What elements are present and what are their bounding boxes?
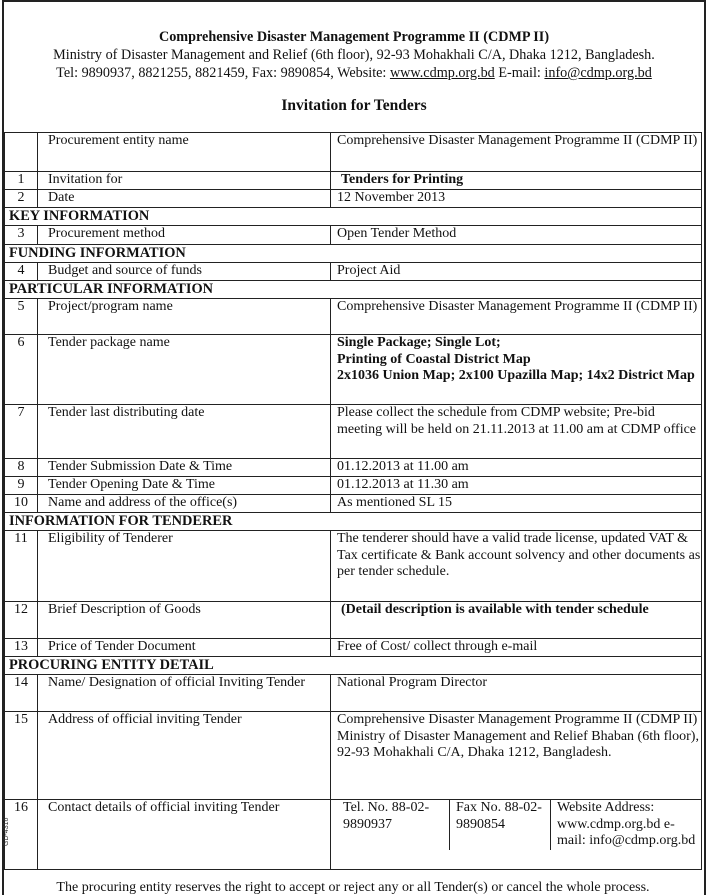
- sl-cell: 5: [5, 299, 38, 335]
- value-cell: [331, 800, 702, 870]
- table-row: [5, 299, 702, 335]
- table-row: [5, 675, 702, 712]
- sl-cell: 16: [5, 800, 38, 870]
- table-row: [5, 335, 702, 405]
- desc-cell: Price of Tender Document: [38, 639, 331, 657]
- package-line: 2x1036 Union Map; 2x100 Upazilla Map; 14x2 District Map: [337, 368, 695, 383]
- desc-cell: Name and address of the office(s): [38, 495, 331, 513]
- sl-cell: 15: [5, 712, 38, 800]
- desc-cell: Invitation for: [38, 172, 331, 190]
- sl-cell: [5, 133, 38, 172]
- value-cell: As mentioned SL 15: [331, 495, 702, 513]
- value-cell: Please collect the schedule from CDMP website; Pre-bid meeting will be held on 21.11.2013 at 11.00 am at CDMP office: [331, 405, 702, 459]
- section-row: [5, 208, 702, 226]
- desc-cell: Contact details of official inviting Tender: [38, 800, 331, 870]
- website-link[interactable]: www.cdmp.org.bd: [389, 65, 495, 81]
- desc-cell: Project/program name: [38, 299, 331, 335]
- desc-cell: Name/ Designation of official Inviting Tender: [38, 675, 331, 712]
- page-title: Invitation for Tenders: [281, 97, 427, 114]
- fax-cell: [450, 800, 551, 850]
- value-cell: National Program Director: [331, 675, 702, 712]
- desc-cell: Tender Opening Date & Time: [38, 477, 331, 495]
- section-row: [5, 281, 702, 299]
- contact-numbers: Tel: 9890937, 8821255, 8821459, Fax: 9890854, Website:: [56, 65, 390, 81]
- contact-details: [331, 800, 701, 850]
- sl-cell: 1: [5, 172, 38, 190]
- table-row: [5, 495, 702, 513]
- sl-cell: 11: [5, 531, 38, 602]
- table-row: [5, 602, 702, 639]
- table-row: [5, 133, 702, 172]
- email-link[interactable]: info@cdmp.org.bd: [544, 65, 652, 81]
- sl-cell: 3: [5, 226, 38, 245]
- sl-cell: 10: [5, 495, 38, 513]
- section-heading: PARTICULAR INFORMATION: [5, 281, 702, 299]
- desc-cell: Tender package name: [38, 335, 331, 405]
- section-row: [5, 513, 702, 531]
- table-row: [5, 226, 702, 245]
- value-cell: Tenders for Printing: [331, 172, 702, 190]
- web-cell: [551, 800, 702, 850]
- ad-code-stamp: GD-4316: [3, 817, 10, 846]
- value-cell: 01.12.2013 at 11.00 am: [331, 459, 702, 477]
- section-heading: INFORMATION FOR TENDERER: [5, 513, 702, 531]
- table-row: [5, 190, 702, 208]
- footer-note: The procuring entity reserves the right to accept or reject any or all Tender(s) or cancel the whole process.: [56, 880, 650, 895]
- value-cell: Free of Cost/ collect through e-mail: [331, 639, 702, 657]
- web-email: Website Address: www.cdmp.org.bd e-mail: info@cdmp.org.bd: [557, 800, 696, 848]
- desc-cell: Tender Submission Date & Time: [38, 459, 331, 477]
- value-cell: 01.12.2013 at 11.30 am: [331, 477, 702, 495]
- sl-cell: 14: [5, 675, 38, 712]
- table-row: [5, 712, 702, 800]
- table-row: [5, 459, 702, 477]
- org-contact: [4, 64, 704, 82]
- sl-cell: 13: [5, 639, 38, 657]
- table-row: [5, 639, 702, 657]
- sl-cell: 7: [5, 405, 38, 459]
- section-row: [5, 245, 702, 263]
- package-line: Single Package; Single Lot;: [337, 335, 501, 350]
- value-cell: (Detail description is available with tender schedule: [331, 602, 702, 639]
- table-row: [5, 263, 702, 281]
- sl-cell: 2: [5, 190, 38, 208]
- value-cell: [331, 335, 702, 405]
- desc-cell: Budget and source of funds: [38, 263, 331, 281]
- sl-cell: 8: [5, 459, 38, 477]
- package-line: Printing of Coastal District Map: [337, 351, 531, 367]
- table-row: [5, 800, 702, 870]
- value-cell: Project Aid: [331, 263, 702, 281]
- value-cell: Comprehensive Disaster Management Programme II (CDMP II): [331, 299, 702, 335]
- address-line: Ministry of Disaster Management and Relief Bhaban (6th floor), 92-93 Mohakhali C/A, Dhaka 1212, Bangladesh.: [337, 728, 699, 760]
- value-cell: 12 November 2013: [331, 190, 702, 208]
- table-row: [5, 531, 702, 602]
- section-heading: FUNDING INFORMATION: [5, 245, 702, 263]
- tel-cell: [331, 800, 450, 850]
- value-cell: Comprehensive Disaster Management Programme II (CDMP II): [331, 133, 702, 172]
- org-address: Ministry of Disaster Management and Relief (6th floor), 92-93 Mohakhali C/A, Dhaka 1212, Bangladesh.: [53, 47, 655, 63]
- sl-cell: 9: [5, 477, 38, 495]
- section-heading: PROCURING ENTITY DETAIL: [5, 657, 702, 675]
- desc-cell: Procurement entity name: [38, 133, 331, 172]
- desc-cell: Brief Description of Goods: [38, 602, 331, 639]
- section-heading: KEY INFORMATION: [5, 208, 702, 226]
- sl-cell: 12: [5, 602, 38, 639]
- value-cell: The tenderer should have a valid trade license, updated VAT & Tax certificate & Bank account solvency and other documents as per tender schedule.: [331, 531, 702, 602]
- sl-cell: 4: [5, 263, 38, 281]
- tel-number: Tel. No. 88-02-9890937: [343, 800, 430, 832]
- value-cell: [331, 712, 702, 800]
- section-row: [5, 657, 702, 675]
- sl-cell: 6: [5, 335, 38, 405]
- table-row: [5, 405, 702, 459]
- table-row: [5, 477, 702, 495]
- header: [4, 2, 704, 82]
- email-label: E-mail:: [494, 65, 545, 81]
- desc-cell: Procurement method: [38, 226, 331, 245]
- value-cell: Open Tender Method: [331, 226, 702, 245]
- desc-cell: Tender last distributing date: [38, 405, 331, 459]
- desc-cell: Eligibility of Tenderer: [38, 531, 331, 602]
- desc-cell: Address of official inviting Tender: [38, 712, 331, 800]
- tender-table: [4, 132, 702, 870]
- address-line: Comprehensive Disaster Management Programme II (CDMP II): [337, 712, 698, 727]
- org-name: Comprehensive Disaster Management Programme II (CDMP II): [158, 29, 550, 45]
- desc-cell: Date: [38, 190, 331, 208]
- fax-number: Fax No. 88-02-9890854: [456, 800, 542, 832]
- table-row: [5, 172, 702, 190]
